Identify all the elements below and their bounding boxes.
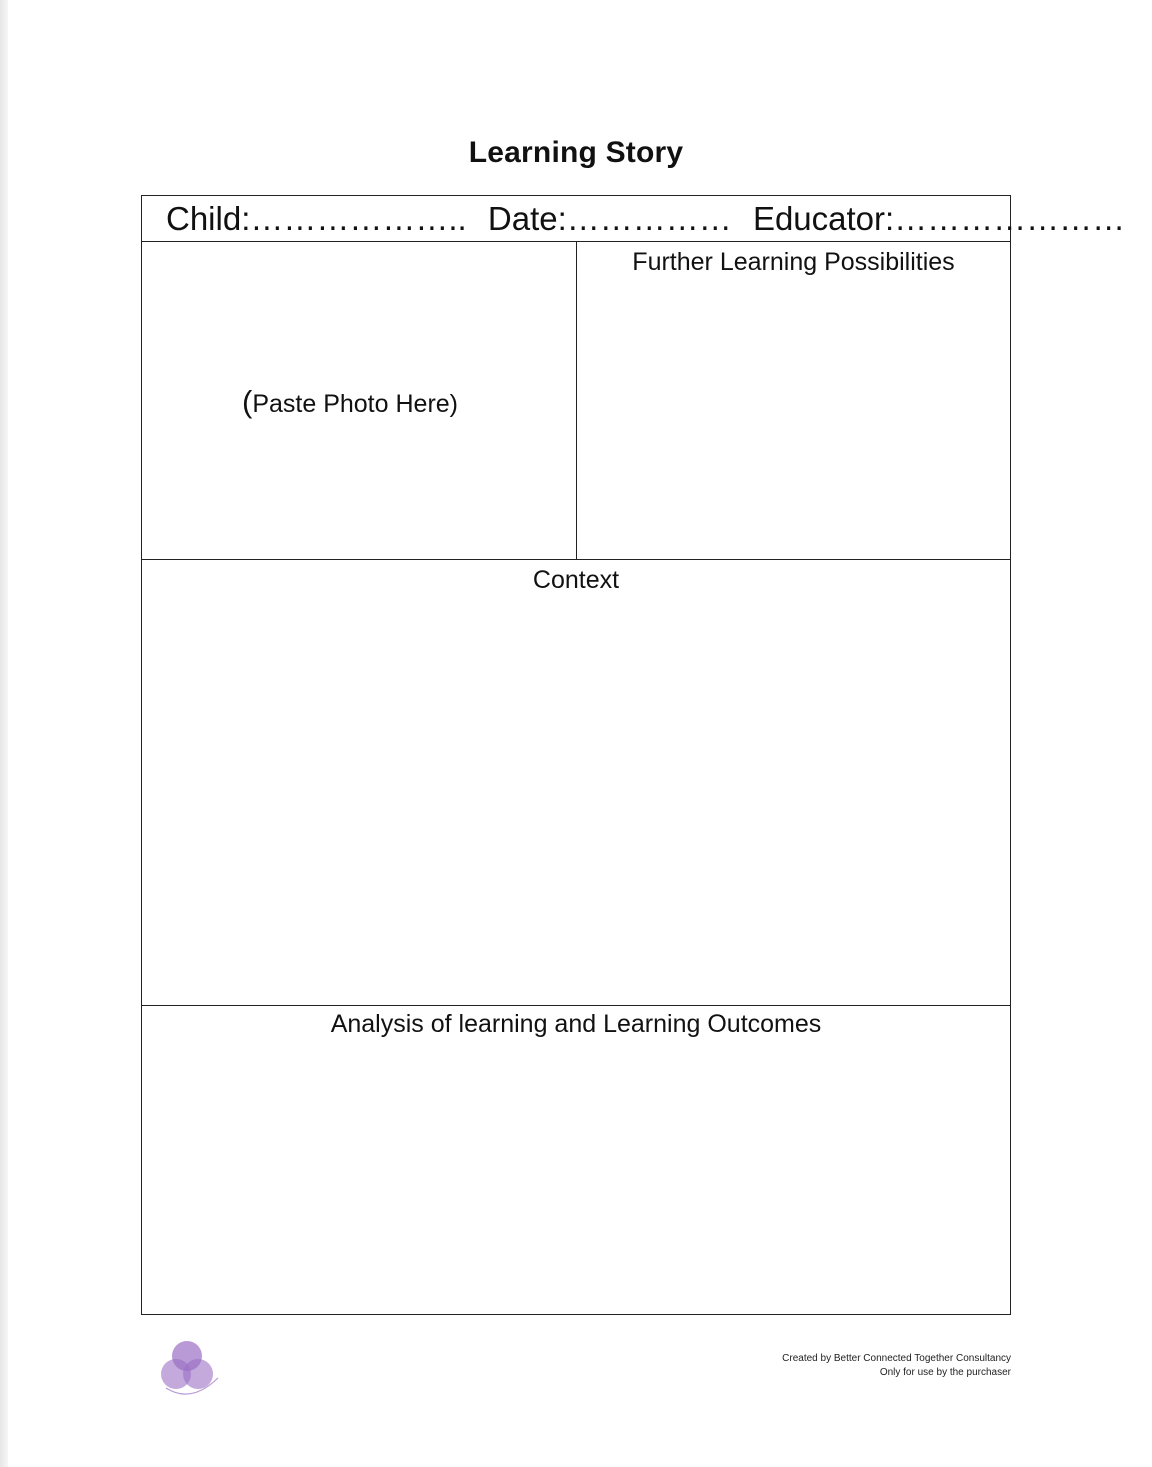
header-row: [142, 196, 1126, 242]
analysis-heading: Analysis of learning and Learning Outcomes: [330, 1010, 822, 1038]
context-heading: Context: [532, 566, 620, 594]
photo-cell[interactable]: [142, 242, 577, 560]
credits-line-1: Created by Better Connected Together Consultancy: [782, 1353, 1011, 1364]
photo-placeholder-paren: (: [242, 384, 253, 419]
page-title: Learning Story: [468, 136, 684, 169]
educator-field[interactable]: Educator:…………………: [752, 200, 1126, 237]
date-field[interactable]: Date:……………: [487, 200, 732, 237]
child-field[interactable]: Child:………………..: [166, 200, 467, 237]
photo-placeholder-text: Paste Photo Here): [252, 390, 458, 418]
photo-placeholder: [242, 384, 458, 420]
further-learning-heading: Further Learning Possibilities: [632, 248, 955, 276]
further-learning-cell[interactable]: [577, 242, 1010, 560]
analysis-cell[interactable]: [142, 1006, 1010, 1314]
learning-story-form: [141, 195, 1126, 1315]
credits-line-2: Only for use by the purchaser: [879, 1367, 1011, 1378]
logo-circle-right: [183, 1359, 213, 1389]
credits: [782, 1352, 1011, 1380]
context-cell[interactable]: [142, 560, 1010, 1006]
page-edge: [0, 0, 8, 1467]
three-circle-logo-icon: [156, 1338, 222, 1404]
